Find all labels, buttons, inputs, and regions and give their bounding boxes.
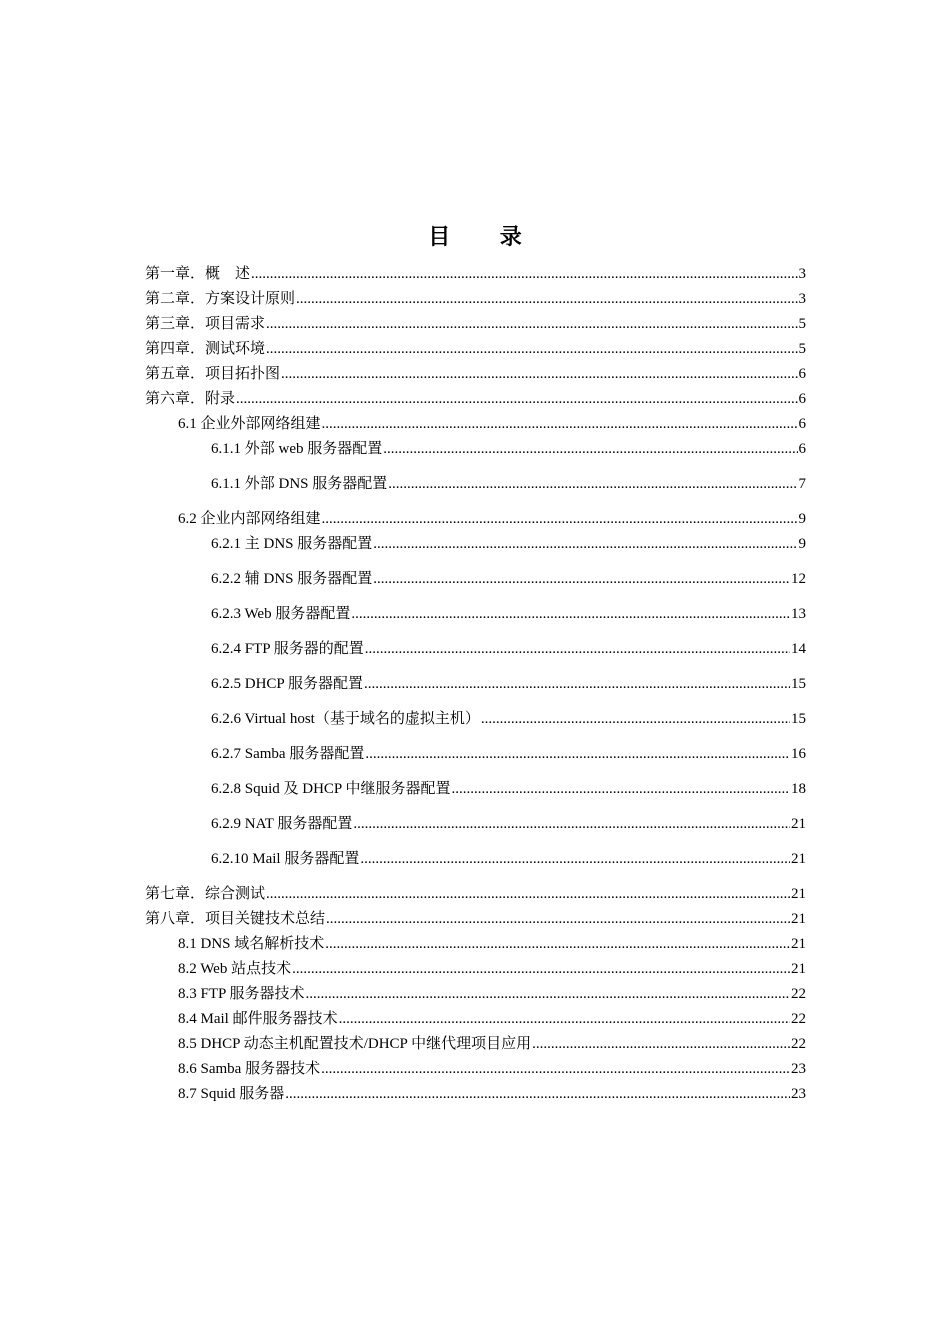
toc-entry[interactable] [145,907,806,932]
toc-entry-page-number: 9 [798,511,806,527]
toc-leader-dots [266,312,797,337]
table-of-contents [145,262,806,1107]
toc-entry-page-number: 22 [791,1036,806,1052]
toc-entry[interactable] [145,262,806,287]
toc-entry-title: 8.3 FTP 服务器技术 [178,986,305,1002]
toc-leader-dots [292,957,790,982]
toc-entry-page-number: 3 [798,291,806,307]
toc-entry[interactable] [145,1032,806,1057]
toc-leader-dots [383,437,797,462]
toc-entry[interactable] [145,287,806,312]
toc-entry-title: 第四章．测试环境 [145,341,266,357]
toc-entry-title: 6.2.9 NAT 服务器配置 [211,816,353,832]
toc-entry-page-number: 7 [798,476,806,492]
toc-entry[interactable] [145,812,806,847]
toc-leader-dots [306,982,790,1007]
toc-entry[interactable] [145,742,806,777]
toc-leader-dots [325,932,790,957]
toc-entry[interactable] [145,637,806,672]
toc-leader-dots [360,847,790,872]
toc-entry-page-number: 6 [798,416,806,432]
toc-entry-page-number: 6 [798,391,806,407]
toc-leader-dots [296,287,797,312]
toc-entry-title: 6.2.1 主 DNS 服务器配置 [211,536,373,552]
toc-entry[interactable] [145,412,806,437]
toc-leader-dots [322,507,798,532]
toc-entry[interactable] [145,567,806,602]
toc-entry-page-number: 6 [798,441,806,457]
toc-entry-page-number: 18 [791,781,806,797]
toc-entry-page-number: 9 [798,536,806,552]
toc-leader-dots [365,637,790,662]
toc-entry[interactable] [145,672,806,707]
toc-entry-title: 第六章．附录 [145,391,236,407]
toc-entry[interactable] [145,337,806,362]
toc-leader-dots [251,262,797,287]
toc-leader-dots [365,742,790,767]
toc-entry-page-number: 23 [791,1061,806,1077]
toc-entry-page-number: 21 [791,816,806,832]
toc-entry-title: 6.2.5 DHCP 服务器配置 [211,676,363,692]
toc-leader-dots [388,472,797,497]
toc-leader-dots [351,602,790,627]
toc-leader-dots [266,882,790,907]
toc-entry-page-number: 5 [798,341,806,357]
toc-entry-title: 第八章．项目关键技术总结 [145,911,326,927]
toc-entry-page-number: 21 [791,886,806,902]
toc-entry-page-number: 22 [791,986,806,1002]
toc-leader-dots [322,412,798,437]
toc-entry-title: 6.2.6 Virtual host（基于域名的虚拟主机） [211,711,480,727]
page-title: 目 录 [428,224,544,249]
toc-entry-title: 第三章．项目需求 [145,316,266,332]
toc-entry-title: 第二章．方案设计原则 [145,291,296,307]
toc-leader-dots [532,1032,790,1057]
toc-entry-title: 8.4 Mail 邮件服务器技术 [178,1011,338,1027]
toc-leader-dots [285,1082,790,1107]
toc-entry-title: 8.2 Web 站点技术 [178,961,292,977]
toc-entry[interactable] [145,957,806,982]
toc-entry-page-number: 23 [791,1086,806,1102]
toc-entry[interactable] [145,1082,806,1107]
toc-entry[interactable] [145,982,806,1007]
toc-entry-page-number: 16 [791,746,806,762]
toc-entry-page-number: 13 [791,606,806,622]
toc-entry-page-number: 12 [791,571,806,587]
toc-leader-dots [373,532,797,557]
toc-entry-title: 8.7 Squid 服务器 [178,1086,285,1102]
toc-entry-title: 6.2.3 Web 服务器配置 [211,606,351,622]
toc-leader-dots [281,362,797,387]
toc-entry-page-number: 21 [791,936,806,952]
toc-entry-title: 6.2.2 辅 DNS 服务器配置 [211,571,373,587]
toc-entry-title: 第一章．概 述 [145,266,251,282]
toc-entry-page-number: 15 [791,711,806,727]
toc-entry[interactable] [145,362,806,387]
toc-entry-page-number: 5 [798,316,806,332]
toc-entry-title: 6.2.7 Samba 服务器配置 [211,746,365,762]
toc-entry[interactable] [145,437,806,472]
toc-leader-dots [481,707,790,732]
toc-entry-title: 6.1 企业外部网络组建 [178,416,321,432]
toc-entry-page-number: 21 [791,851,806,867]
toc-entry-title: 6.2.4 FTP 服务器的配置 [211,641,364,657]
toc-entry[interactable] [145,1057,806,1082]
toc-entry-title: 8.1 DNS 域名解析技术 [178,936,325,952]
toc-entry[interactable] [145,882,806,907]
toc-entry[interactable] [145,847,806,882]
toc-entry[interactable] [145,932,806,957]
toc-entry-page-number: 21 [791,911,806,927]
toc-entry-title: 6.2.10 Mail 服务器配置 [211,851,360,867]
toc-entry[interactable] [145,532,806,567]
toc-entry-page-number: 15 [791,676,806,692]
toc-entry[interactable] [145,472,806,507]
toc-entry-title: 6.1.1 外部 web 服务器配置 [211,441,383,457]
toc-entry-title: 8.6 Samba 服务器技术 [178,1061,321,1077]
toc-leader-dots [451,777,790,802]
toc-entry-title: 第五章．项目拓扑图 [145,366,281,382]
toc-entry-page-number: 22 [791,1011,806,1027]
toc-entry-title: 6.1.1 外部 DNS 服务器配置 [211,476,388,492]
toc-entry[interactable] [145,777,806,812]
toc-entry-page-number: 14 [791,641,806,657]
toc-entry[interactable] [145,507,806,532]
toc-entry[interactable] [145,707,806,742]
toc-leader-dots [373,567,790,592]
toc-leader-dots [321,1057,790,1082]
toc-entry-title: 第七章．综合测试 [145,886,266,902]
toc-leader-dots [266,337,797,362]
toc-entry-title: 6.2 企业内部网络组建 [178,511,321,527]
toc-entry[interactable] [145,602,806,637]
toc-entry-page-number: 6 [798,366,806,382]
toc-entry[interactable] [145,1007,806,1032]
toc-leader-dots [353,812,790,837]
toc-entry[interactable] [145,312,806,337]
toc-leader-dots [236,387,797,412]
toc-leader-dots [364,672,790,697]
toc-entry-title: 8.5 DHCP 动态主机配置技术/DHCP 中继代理项目应用 [178,1036,532,1052]
toc-entry[interactable] [145,387,806,412]
toc-entry-page-number: 21 [791,961,806,977]
toc-leader-dots [326,907,790,932]
toc-entry-page-number: 3 [798,266,806,282]
toc-leader-dots [339,1007,790,1032]
toc-entry-title: 6.2.8 Squid 及 DHCP 中继服务器配置 [211,781,451,797]
